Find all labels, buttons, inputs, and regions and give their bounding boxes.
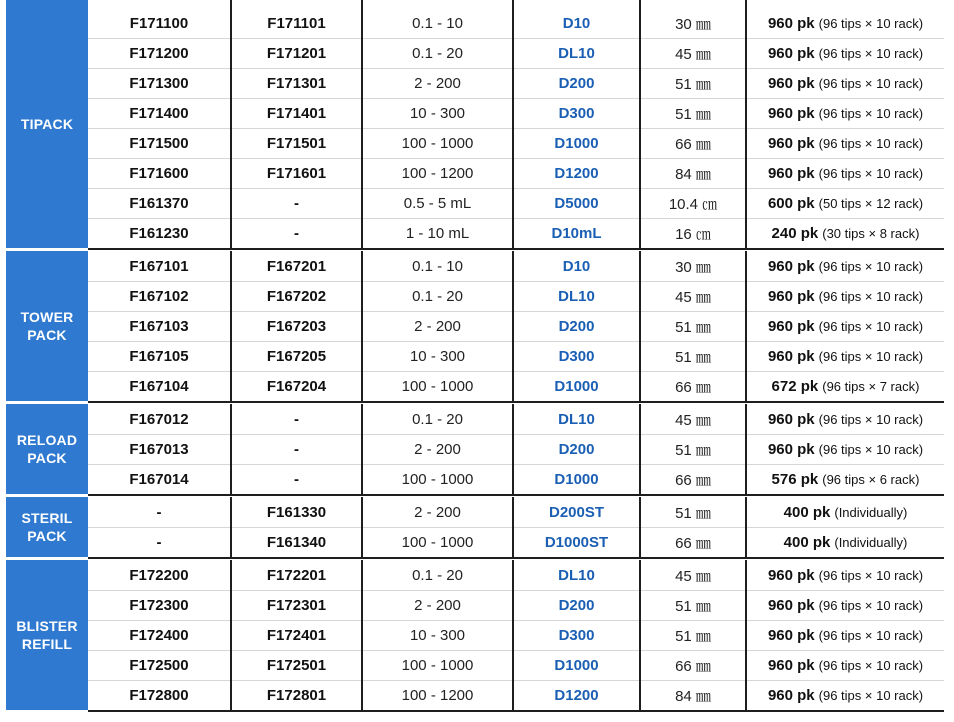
model-cell: D1200 [512,158,639,188]
package-quantity: 672 pk [771,377,819,395]
length-cell: 45 ㎜ [639,560,745,590]
length-cell: 66 ㎜ [639,464,745,494]
length-cell: 51 ㎜ [639,434,745,464]
catalog-number-2-cell: F171501 [230,128,361,158]
package-detail: (96 tips × 10 rack) [818,135,924,151]
length-cell: 51 ㎜ [639,590,745,620]
volume-range-cell: 0.1 - 20 [361,560,512,590]
package-quantity: 960 pk [767,164,815,182]
table-row [88,497,944,528]
package-detail: (96 tips × 10 rack) [818,318,924,334]
package-quantity: 600 pk [767,194,815,212]
package-detail: (Individually) [834,504,908,520]
package-quantity: 960 pk [767,14,815,32]
table-row [88,371,944,403]
catalog-number-2-cell: F167205 [230,341,361,371]
catalog-number-2-cell: F161330 [230,497,361,527]
package-cell [745,680,944,710]
package-quantity: 960 pk [767,104,815,122]
catalog-number-cell: - [156,533,162,551]
catalog-number-cell: F171400 [129,104,189,122]
package-quantity: 960 pk [767,686,815,704]
volume-range-cell: 10 - 300 [361,341,512,371]
catalog-number-2-cell: F172801 [230,680,361,710]
table-row [88,620,944,651]
table-row [88,590,944,621]
package-cell [745,128,944,158]
table-row [88,527,944,559]
package-quantity: 400 pk [783,503,831,521]
package-detail: (96 tips × 10 rack) [818,165,924,181]
table-row [88,68,944,99]
volume-range-cell: 100 - 1000 [361,464,512,494]
length-cell: 66 ㎜ [639,650,745,680]
package-detail: (Individually) [834,534,908,550]
column-divider [639,0,641,8]
model-cell: DL10 [512,38,639,68]
package-quantity: 960 pk [767,410,815,428]
package-quantity: 960 pk [767,566,815,584]
catalog-number-cell: F167102 [129,287,189,305]
length-cell: 51 ㎜ [639,311,745,341]
volume-range-cell: 100 - 1000 [361,527,512,557]
model-cell: DL10 [512,404,639,434]
package-cell [745,38,944,68]
catalog-number-cell: F167103 [129,317,189,335]
package-detail: (96 tips × 10 rack) [818,288,924,304]
package-detail: (96 tips × 10 rack) [818,627,924,643]
volume-range-cell: 100 - 1000 [361,128,512,158]
model-cell: D200ST [512,497,639,527]
length-cell: 84 ㎜ [639,158,745,188]
length-cell: 51 ㎜ [639,68,745,98]
catalog-number-cell: F172300 [129,596,189,614]
model-cell: D200 [512,590,639,620]
package-detail: (30 tips × 8 rack) [822,225,920,241]
table-row [88,98,944,129]
table-row [88,650,944,681]
catalog-number-2-cell: F171401 [230,98,361,128]
group-label-text: TOWER PACK [20,309,74,343]
catalog-number-2-cell: - [230,464,361,494]
table-row [88,251,944,282]
package-cell [745,527,944,557]
package-cell [745,158,944,188]
catalog-number-2-cell: F171301 [230,68,361,98]
package-detail: (96 tips × 10 rack) [818,597,924,613]
length-cell: 16 ㎝ [639,218,745,248]
catalog-number-2-cell: F167201 [230,251,361,281]
package-detail: (96 tips × 10 rack) [818,75,924,91]
length-cell: 45 ㎜ [639,38,745,68]
catalog-number-2-cell: - [230,188,361,218]
volume-range-cell: 2 - 200 [361,311,512,341]
package-cell [745,464,944,494]
catalog-number-2-cell: F172401 [230,620,361,650]
package-cell [745,590,944,620]
length-cell: 51 ㎜ [639,98,745,128]
package-cell [745,68,944,98]
volume-range-cell: 0.1 - 20 [361,404,512,434]
table-row [88,311,944,342]
group-label [6,560,88,710]
package-cell [745,311,944,341]
table-row [88,188,944,219]
package-detail: (96 tips × 6 rack) [822,471,920,487]
volume-range-cell: 2 - 200 [361,497,512,527]
table-row [88,404,944,435]
table-row [88,434,944,465]
package-detail: (96 tips × 10 rack) [818,687,924,703]
table-row [88,464,944,496]
package-cell [745,560,944,590]
model-cell: D200 [512,68,639,98]
catalog-number-cell: F171200 [129,44,189,62]
volume-range-cell: 100 - 1200 [361,680,512,710]
length-cell: 66 ㎜ [639,371,745,401]
model-cell: DL10 [512,560,639,590]
volume-range-cell: 10 - 300 [361,620,512,650]
volume-range-cell: 10 - 300 [361,98,512,128]
model-cell: D1000 [512,464,639,494]
volume-range-cell: 0.1 - 10 [361,251,512,281]
table-row [88,218,944,250]
table-row [88,281,944,312]
volume-range-cell: 0.1 - 10 [361,8,512,38]
catalog-number-cell: F171300 [129,74,189,92]
volume-range-cell: 100 - 1000 [361,371,512,401]
model-cell: D1000 [512,128,639,158]
group-label-text: RELOAD PACK [16,432,78,466]
catalog-number-cell: - [156,503,162,521]
package-detail: (96 tips × 10 rack) [818,15,924,31]
length-cell: 51 ㎜ [639,341,745,371]
package-quantity: 960 pk [767,656,815,674]
package-detail: (96 tips × 7 rack) [822,378,920,394]
catalog-number-2-cell: F171601 [230,158,361,188]
catalog-number-2-cell: F171201 [230,38,361,68]
catalog-number-cell: F172800 [129,686,189,704]
volume-range-cell: 0.1 - 20 [361,281,512,311]
model-cell: D1000 [512,371,639,401]
length-cell: 45 ㎜ [639,281,745,311]
package-cell [745,188,944,218]
volume-range-cell: 2 - 200 [361,590,512,620]
group-label-text: STERIL PACK [21,510,73,544]
catalog-number-cell: F167012 [129,410,189,428]
length-cell: 30 ㎜ [639,8,745,38]
catalog-number-2-cell: - [230,434,361,464]
catalog-number-cell: F171500 [129,134,189,152]
package-detail: (96 tips × 10 rack) [818,258,924,274]
group-label-column [6,0,88,722]
catalog-number-2-cell: - [230,404,361,434]
package-quantity: 960 pk [767,287,815,305]
catalog-number-cell: F161230 [129,224,189,242]
model-cell: D200 [512,311,639,341]
package-quantity: 960 pk [767,74,815,92]
package-cell [745,98,944,128]
volume-range-cell: 100 - 1000 [361,650,512,680]
package-quantity: 960 pk [767,347,815,365]
package-cell [745,8,944,38]
package-detail: (96 tips × 10 rack) [818,105,924,121]
package-cell [745,497,944,527]
group-label [6,497,88,557]
table-row [88,158,944,189]
catalog-number-cell: F167014 [129,470,189,488]
table-row [88,8,944,39]
column-divider [512,0,514,8]
model-cell: D300 [512,341,639,371]
length-cell: 84 ㎜ [639,680,745,710]
package-quantity: 960 pk [767,596,815,614]
catalog-number-2-cell: - [230,218,361,248]
group-label-text: BLISTER REFILL [16,618,78,652]
package-quantity: 960 pk [767,626,815,644]
table-row [88,341,944,372]
package-detail: (50 tips × 12 rack) [818,195,924,211]
length-cell: 45 ㎜ [639,404,745,434]
length-cell: 30 ㎜ [639,251,745,281]
catalog-number-cell: F171100 [129,14,189,32]
package-detail: (96 tips × 10 rack) [818,657,924,673]
model-cell: D200 [512,434,639,464]
catalog-number-cell: F161370 [129,194,189,212]
package-detail: (96 tips × 10 rack) [818,567,924,583]
volume-range-cell: 1 - 10 mL [361,218,512,248]
package-quantity: 400 pk [783,533,831,551]
package-quantity: 960 pk [767,440,815,458]
catalog-number-cell: F172400 [129,626,189,644]
package-detail: (96 tips × 10 rack) [818,411,924,427]
volume-range-cell: 2 - 200 [361,68,512,98]
package-cell [745,371,944,401]
group-label [6,404,88,494]
length-cell: 10.4 ㎝ [639,188,745,218]
package-detail: (96 tips × 10 rack) [818,348,924,364]
volume-range-cell: 0.1 - 20 [361,38,512,68]
catalog-number-2-cell: F171101 [230,8,361,38]
package-cell [745,434,944,464]
package-quantity: 960 pk [767,257,815,275]
table-row [88,680,944,712]
volume-range-cell: 2 - 200 [361,434,512,464]
catalog-number-cell: F171600 [129,164,189,182]
catalog-number-2-cell: F172301 [230,590,361,620]
package-cell [745,404,944,434]
model-cell: D10 [512,8,639,38]
package-cell [745,281,944,311]
model-cell: D300 [512,98,639,128]
column-divider [230,0,232,8]
package-quantity: 240 pk [771,224,819,242]
package-cell [745,218,944,248]
model-cell: D1200 [512,680,639,710]
table-row [88,38,944,69]
package-cell [745,341,944,371]
catalog-number-cell: F167101 [129,257,189,275]
length-cell: 51 ㎜ [639,497,745,527]
group-label [6,251,88,401]
length-cell: 51 ㎜ [639,620,745,650]
catalog-number-2-cell: F167203 [230,311,361,341]
catalog-number-2-cell: F167202 [230,281,361,311]
model-cell: D1000ST [512,527,639,557]
package-cell [745,650,944,680]
product-table [88,0,954,722]
length-cell: 66 ㎜ [639,527,745,557]
volume-range-cell: 100 - 1200 [361,158,512,188]
model-cell: D10 [512,251,639,281]
package-cell [745,620,944,650]
catalog-number-cell: F167104 [129,377,189,395]
package-cell [745,251,944,281]
model-cell: D300 [512,620,639,650]
group-label-text: TIPACK [20,116,74,132]
package-quantity: 960 pk [767,134,815,152]
catalog-number-cell: F167105 [129,347,189,365]
model-cell: D1000 [512,650,639,680]
table-row [88,560,944,591]
model-cell: D10mL [512,218,639,248]
column-divider [361,0,363,8]
model-cell: DL10 [512,281,639,311]
model-cell: D5000 [512,188,639,218]
catalog-number-2-cell: F161340 [230,527,361,557]
table-row [88,128,944,159]
catalog-number-cell: F172500 [129,656,189,674]
catalog-number-2-cell: F172501 [230,650,361,680]
group-label [6,0,88,248]
volume-range-cell: 0.5 - 5 mL [361,188,512,218]
package-quantity: 960 pk [767,44,815,62]
length-cell: 66 ㎜ [639,128,745,158]
catalog-number-2-cell: F167204 [230,371,361,401]
package-detail: (96 tips × 10 rack) [818,45,924,61]
package-quantity: 576 pk [771,470,819,488]
catalog-number-cell: F172200 [129,566,189,584]
column-divider [745,0,747,8]
catalog-number-2-cell: F172201 [230,560,361,590]
package-detail: (96 tips × 10 rack) [818,441,924,457]
catalog-number-cell: F167013 [129,440,189,458]
package-quantity: 960 pk [767,317,815,335]
